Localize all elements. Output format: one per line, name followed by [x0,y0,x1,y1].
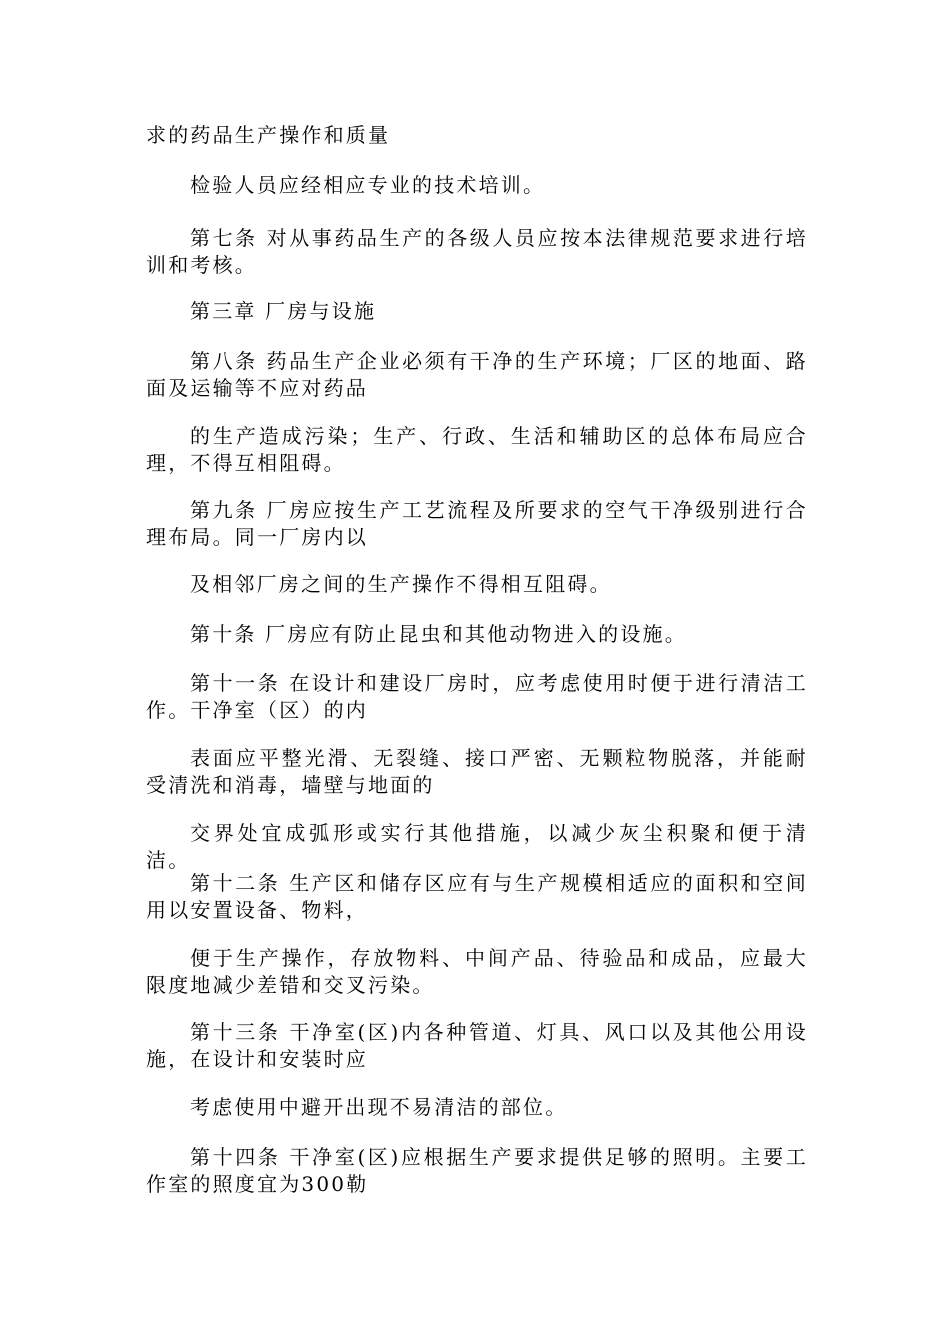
paragraph-article-10: 第十条 厂房应有防止昆虫和其他动物进入的设施。 [190,622,687,646]
paragraph-article-8: 第八条 药品生产企业必须有干净的生产环境；厂区的地面、路面及运输等不应对药品 [146,349,808,400]
paragraph-article-7: 第七条 对从事药品生产的各级人员应按本法律规范要求进行培训和考核。 [146,226,808,277]
paragraph-1: 求的药品生产操作和质量 [146,123,391,147]
paragraph-article-8-cont: 的生产造成污染；生产、行政、生活和辅助区的总体布局应合理，不得互相阻碍。 [146,424,808,475]
chapter-heading: 第三章 厂房与设施 [190,299,377,323]
paragraph-article-13-cont: 考虑使用中避开出现不易清洁的部位。 [190,1095,568,1119]
paragraph-article-9: 第九条 厂房应按生产工艺流程及所要求的空气干净级别进行合理布局。同一厂房内以 [146,498,808,549]
paragraph-article-9-cont: 及相邻厂房之间的生产操作不得相互阻碍。 [190,572,612,596]
paragraph-2: 检验人员应经相应专业的技术培训。 [190,173,546,197]
paragraph-article-11-cont: 表面应平整光滑、无裂缝、接口严密、无颗粒物脱落，并能耐受清洗和消毒，墙壁与地面的 [146,746,808,797]
paragraph-article-12: 第十二条 生产区和储存区应有与生产规模相适应的面积和空间用以安置设备、物料， [146,871,808,922]
paragraph-article-13: 第十三条 干净室(区)内各种管道、灯具、风口以及其他公用设施，在设计和安装时应 [146,1020,808,1071]
paragraph-article-14: 第十四条 干净室(区)应根据生产要求提供足够的照明。主要工作室的照度宜为300勒 [146,1145,808,1196]
paragraph-article-11-cont-2: 交界处宜成弧形或实行其他措施，以减少灰尘积聚和便于清洁。 [146,821,808,872]
paragraph-article-11: 第十一条 在设计和建设厂房时，应考虑使用时便于进行清洁工作。干净室（区）的内 [146,671,808,722]
paragraph-article-12-cont: 便于生产操作，存放物料、中间产品、待验品和成品，应最大限度地减少差错和交叉污染。 [146,946,808,997]
